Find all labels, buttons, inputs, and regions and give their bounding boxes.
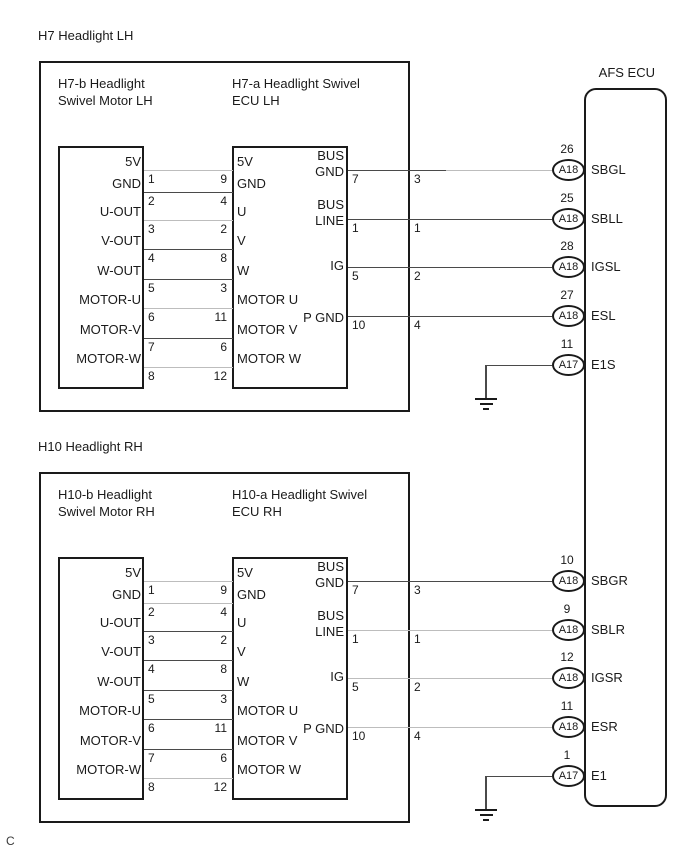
- motor-name: Swivel Motor LH: [58, 93, 153, 108]
- pin-label: IG: [330, 258, 344, 273]
- afs-ecu-label: AFS ECU: [598, 65, 655, 80]
- connector-pin-number: 9: [563, 602, 571, 616]
- afs-ecu-box: [584, 88, 667, 807]
- ground-symbol: [475, 809, 497, 811]
- pin-number: 10: [352, 318, 366, 332]
- wire: [144, 690, 233, 691]
- signal-label: SBGR: [591, 573, 628, 588]
- pin-label: W-OUT: [97, 263, 141, 278]
- pin-label: U: [237, 615, 247, 630]
- pin-number: 5: [148, 281, 155, 295]
- pin-number: 4: [148, 251, 155, 265]
- connector-pin-number: 11: [560, 699, 574, 713]
- signal-label: ESL: [591, 308, 616, 323]
- wire: [348, 267, 552, 268]
- pin-number: 6: [220, 340, 227, 354]
- pin-label: GND: [237, 176, 266, 191]
- wire: [144, 220, 233, 221]
- pin-number: 8: [220, 251, 227, 265]
- pin-number: 8: [148, 780, 155, 794]
- pin-label: P GND: [303, 721, 344, 736]
- wire: [144, 249, 233, 250]
- pin-label: GND: [112, 587, 141, 602]
- pin-label: MOTOR U: [237, 703, 299, 718]
- wire: [348, 630, 552, 631]
- connector-pin-number: 12: [560, 650, 574, 664]
- pin-number: 1: [148, 172, 155, 186]
- pin-label: MOTOR W: [237, 351, 302, 366]
- wire: [144, 749, 233, 750]
- pin-number: 7: [148, 340, 155, 354]
- pin-number: 3: [414, 583, 421, 597]
- pin-label: 5V: [237, 565, 253, 580]
- pin-number: 11: [214, 721, 227, 735]
- pin-number: 1: [148, 583, 155, 597]
- connector-oval: A18: [552, 667, 585, 689]
- pin-number: 3: [148, 633, 155, 647]
- pin-label: V-OUT: [101, 233, 141, 248]
- pin-label: GND: [237, 587, 266, 602]
- pin-label: 5V: [125, 565, 141, 580]
- pin-number: 1: [414, 221, 421, 235]
- ground-symbol: [475, 398, 497, 400]
- pin-label: MOTOR-U: [79, 703, 141, 718]
- signal-label: E1: [591, 768, 607, 783]
- wire: [348, 219, 552, 220]
- pin-number: 5: [352, 269, 359, 283]
- pin-label: GND: [315, 164, 344, 179]
- pin-label: MOTOR-U: [79, 292, 141, 307]
- pin-label: V: [237, 233, 246, 248]
- connector-pin-number: 10: [560, 553, 574, 567]
- pin-label: BUS: [317, 148, 344, 163]
- pin-label: MOTOR-V: [79, 322, 141, 337]
- pin-label: MOTOR-W: [76, 351, 141, 366]
- signal-label: ESR: [591, 719, 618, 734]
- page-marker: C: [6, 834, 15, 848]
- pin-label: GND: [315, 575, 344, 590]
- ground-symbol: [483, 408, 489, 410]
- pin-number: 9: [220, 172, 227, 186]
- pin-number: 11: [214, 310, 227, 324]
- pin-label: MOTOR U: [237, 292, 299, 307]
- pin-label: BUS: [317, 608, 344, 623]
- pin-number: 6: [148, 721, 155, 735]
- pin-number: 7: [352, 583, 359, 597]
- pin-number: 2: [414, 269, 421, 283]
- wire: [144, 631, 233, 632]
- pin-number: 4: [220, 194, 227, 208]
- pin-number: 2: [414, 680, 421, 694]
- ecu-name: ECU LH: [232, 93, 280, 108]
- pin-number: 8: [148, 369, 155, 383]
- wire: [144, 778, 233, 779]
- pin-number: 3: [220, 281, 227, 295]
- pin-number: 9: [220, 583, 227, 597]
- pin-label: U: [237, 204, 247, 219]
- pin-number: 1: [352, 632, 359, 646]
- wire: [486, 776, 552, 777]
- pin-label: MOTOR V: [237, 733, 298, 748]
- pin-label: P GND: [303, 310, 344, 325]
- signal-label: E1S: [591, 357, 616, 372]
- motor-name: Swivel Motor RH: [58, 504, 155, 519]
- pin-label: LINE: [315, 624, 344, 639]
- pin-label: 5V: [237, 154, 253, 169]
- connector-pin-number: 11: [560, 337, 574, 351]
- wire: [348, 678, 552, 679]
- pin-label: 5V: [125, 154, 141, 169]
- pin-number: 1: [414, 632, 421, 646]
- connector-oval: A18: [552, 208, 585, 230]
- ground-symbol: [480, 814, 493, 816]
- connector-pin-number: 27: [560, 288, 574, 302]
- wire: [144, 660, 233, 661]
- connector-oval: A17: [552, 765, 585, 787]
- ground-stem: [485, 365, 487, 398]
- motor-name: H10-b Headlight: [58, 487, 152, 502]
- connector-oval: A17: [552, 354, 585, 376]
- ecu-name: H7-a Headlight Swivel: [232, 76, 360, 91]
- pin-number: 2: [220, 633, 227, 647]
- pin-number: 4: [414, 318, 421, 332]
- wire: [144, 279, 233, 280]
- pin-number: 5: [352, 680, 359, 694]
- pin-number: 2: [220, 222, 227, 236]
- connector-oval: A18: [552, 159, 585, 181]
- signal-label: IGSR: [591, 670, 623, 685]
- wire: [348, 316, 552, 317]
- pin-label: MOTOR-V: [79, 733, 141, 748]
- motor-name: H7-b Headlight: [58, 76, 145, 91]
- pin-number: 6: [220, 751, 227, 765]
- pin-label: MOTOR-W: [76, 762, 141, 777]
- connector-pin-number: 1: [563, 748, 571, 762]
- pin-number: 8: [220, 662, 227, 676]
- pin-label: W: [237, 263, 250, 278]
- wire: [144, 719, 233, 720]
- ground-stem: [485, 776, 487, 809]
- pin-number: 3: [220, 692, 227, 706]
- ecu-name: H10-a Headlight Swivel: [232, 487, 368, 502]
- wire: [144, 367, 233, 368]
- pin-number: 4: [220, 605, 227, 619]
- signal-label: SBLL: [591, 211, 623, 226]
- section-title: H10 Headlight RH: [38, 439, 143, 454]
- pin-number: 5: [148, 692, 155, 706]
- ground-symbol: [480, 403, 493, 405]
- section-title: H7 Headlight LH: [38, 28, 134, 43]
- pin-number: 7: [352, 172, 359, 186]
- ecu-name: ECU RH: [232, 504, 282, 519]
- pin-label: U-OUT: [99, 615, 141, 630]
- pin-label: MOTOR V: [237, 322, 298, 337]
- pin-label: W: [237, 674, 250, 689]
- wire: [144, 308, 233, 309]
- pin-number: 3: [148, 222, 155, 236]
- pin-number: 4: [414, 729, 421, 743]
- pin-label: W-OUT: [97, 674, 141, 689]
- wire: [144, 338, 233, 339]
- pin-label: GND: [112, 176, 141, 191]
- connector-pin-number: 25: [560, 191, 574, 205]
- pin-number: 7: [148, 751, 155, 765]
- signal-label: IGSL: [591, 259, 621, 274]
- connector-oval: A18: [552, 716, 585, 738]
- connector-oval: A18: [552, 619, 585, 641]
- pin-number: 6: [148, 310, 155, 324]
- pin-label: MOTOR W: [237, 762, 302, 777]
- wire: [144, 192, 233, 193]
- pin-number: 2: [148, 194, 155, 208]
- signal-label: SBLR: [591, 622, 625, 637]
- wire: [144, 603, 233, 604]
- connector-oval: A18: [552, 256, 585, 278]
- pin-label: BUS: [317, 559, 344, 574]
- pin-label: LINE: [315, 213, 344, 228]
- connector-pin-number: 28: [560, 239, 574, 253]
- connector-oval: A18: [552, 570, 585, 592]
- pin-label: IG: [330, 669, 344, 684]
- wire: [348, 581, 552, 582]
- pin-label: U-OUT: [99, 204, 141, 219]
- ground-symbol: [483, 819, 489, 821]
- pin-number: 12: [213, 780, 227, 794]
- pin-number: 12: [213, 369, 227, 383]
- pin-label: BUS: [317, 197, 344, 212]
- pin-label: V: [237, 644, 246, 659]
- pin-number: 3: [414, 172, 421, 186]
- connector-oval: A18: [552, 305, 585, 327]
- wire: [144, 581, 233, 582]
- pin-number: 4: [148, 662, 155, 676]
- pin-number: 2: [148, 605, 155, 619]
- pin-number: 1: [352, 221, 359, 235]
- wire: [348, 170, 446, 171]
- wire: [144, 170, 233, 171]
- wire: [348, 727, 552, 728]
- wire: [486, 365, 552, 366]
- connector-pin-number: 26: [560, 142, 574, 156]
- wire: [446, 170, 552, 171]
- pin-label: V-OUT: [101, 644, 141, 659]
- signal-label: SBGL: [591, 162, 626, 177]
- pin-number: 10: [352, 729, 366, 743]
